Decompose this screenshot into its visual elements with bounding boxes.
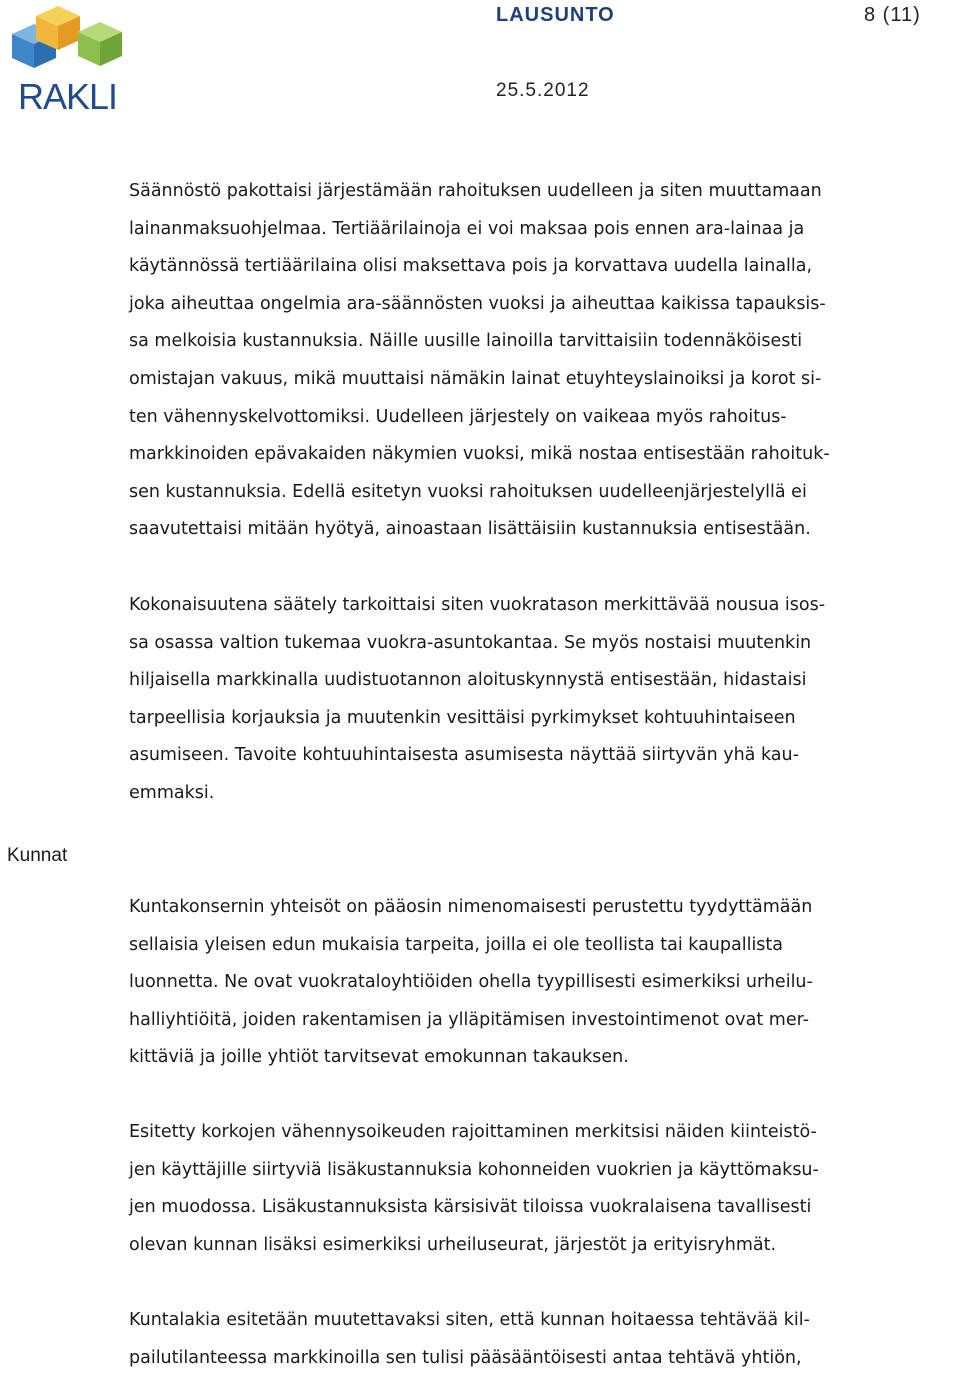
paragraph-2 <box>129 587 949 813</box>
text-line: sellaisia yleisen edun mukaisia tarpeita, joilla ei ole teollista tai kaupallista <box>129 934 784 955</box>
text-line: sa osassa valtion tukemaa vuokra-asuntokantaa. Se myös nostaisi muutenkin <box>129 632 812 653</box>
page-number: 8 (11) <box>864 4 921 26</box>
paragraph-4 <box>129 1114 949 1264</box>
paragraph-3 <box>129 889 949 1077</box>
text-line: luonnetta. Ne ovat vuokrataloyhtiöiden ohella tyypillisesti esimerkiksi urheilu- <box>129 972 813 993</box>
text-line: lainanmaksuohjelmaa. Tertiäärilainoja ei voi maksaa pois ennen ara-lainaa ja <box>129 218 805 239</box>
text-line: jen muodossa. Lisäkustannuksista kärsisivät tiloissa vuokralaisena tavallisesti <box>129 1197 812 1218</box>
logo-cubes-icon <box>4 4 128 76</box>
text-line: asumiseen. Tavoite kohtuuhintaisesta asumisesta näyttää siirtyvän yhä kau- <box>129 745 799 766</box>
text-line: jen käyttäjille siirtyviä lisäkustannuksia kohonneiden vuokrien ja käyttömaksu- <box>129 1159 819 1180</box>
text-line: Kokonaisuutena säätely tarkoittaisi siten vuokratason merkittävää nousua isos- <box>129 595 826 615</box>
paragraph-5 <box>129 1302 949 1377</box>
text-line: sa melkoisia kustannuksia. Näille uusille lainoilla tarvittaisiin todennäköisesti <box>129 331 803 352</box>
text-line: ten vähennyskelvottomiksi. Uudelleen järjestely on vaikeaa myös rahoitus- <box>129 406 787 427</box>
text-line: halliyhtiöitä, joiden rakentamisen ja ylläpitämisen investointimenot ovat mer- <box>129 1009 809 1030</box>
text-line: tarpeellisia korjauksia ja muutenkin vesittäisi pyrkimykset kohtuuhintaiseen <box>129 707 796 728</box>
logo-text: RAKLI <box>18 76 118 117</box>
document-type: LAUSUNTO <box>496 4 615 26</box>
document-date: 25.5.2012 <box>496 80 590 101</box>
text-line: joka aiheuttaa ongelmia ara-säännösten vuoksi ja aiheuttaa kaikissa tapauksis- <box>129 293 826 314</box>
text-line: Kuntalakia esitetään muutettavaksi siten, että kunnan hoitaessa tehtävää kil- <box>129 1310 810 1330</box>
text-line: Esitetty korkojen vähennysoikeuden rajoittaminen merkitsisi näiden kiinteistö- <box>129 1122 817 1142</box>
paragraph-1 <box>129 173 949 549</box>
text-line: markkinoiden epävakaiden näkymien vuoksi, mikä nostaa entisestään rahoituk- <box>129 444 830 465</box>
section-heading-kunnat: Kunnat <box>7 845 68 866</box>
text-line: kittäviä ja joille yhtiöt tarvitsevat emokunnan takauksen. <box>129 1047 629 1068</box>
text-line: omistajan vakuus, mikä muuttaisi nämäkin lainat etuyhteyslainoiksi ja korot si- <box>129 368 822 389</box>
text-line: saavutettaisi mitään hyötyä, ainoastaan lisättäisiin kustannuksia entisestään. <box>129 519 811 540</box>
text-line: pailutilanteessa markkinoilla sen tulisi pääsääntöisesti antaa tehtävä yhtiön, <box>129 1347 802 1368</box>
text-line: Kuntakonsernin yhteisöt on pääosin nimenomaisesti perustettu tyydyttämään <box>129 897 813 917</box>
text-line: hiljaisella markkinalla uudistuotannon aloituskynnystä entisestään, hidastaisi <box>129 670 807 691</box>
text-line: Säännöstö pakottaisi järjestämään rahoituksen uudelleen ja siten muuttamaan <box>129 181 822 201</box>
text-line: olevan kunnan lisäksi esimerkiksi urheiluseurat, järjestöt ja erityisryhmät. <box>129 1234 777 1255</box>
rakli-logo <box>4 4 128 117</box>
text-line: sen kustannuksia. Edellä esitetyn vuoksi rahoituksen uudelleenjärjestelyllä ei <box>129 481 807 502</box>
text-line: emmaksi. <box>129 782 215 803</box>
text-line: käytännössä tertiäärilaina olisi maksettava pois ja korvattava uudella lainalla, <box>129 256 813 277</box>
